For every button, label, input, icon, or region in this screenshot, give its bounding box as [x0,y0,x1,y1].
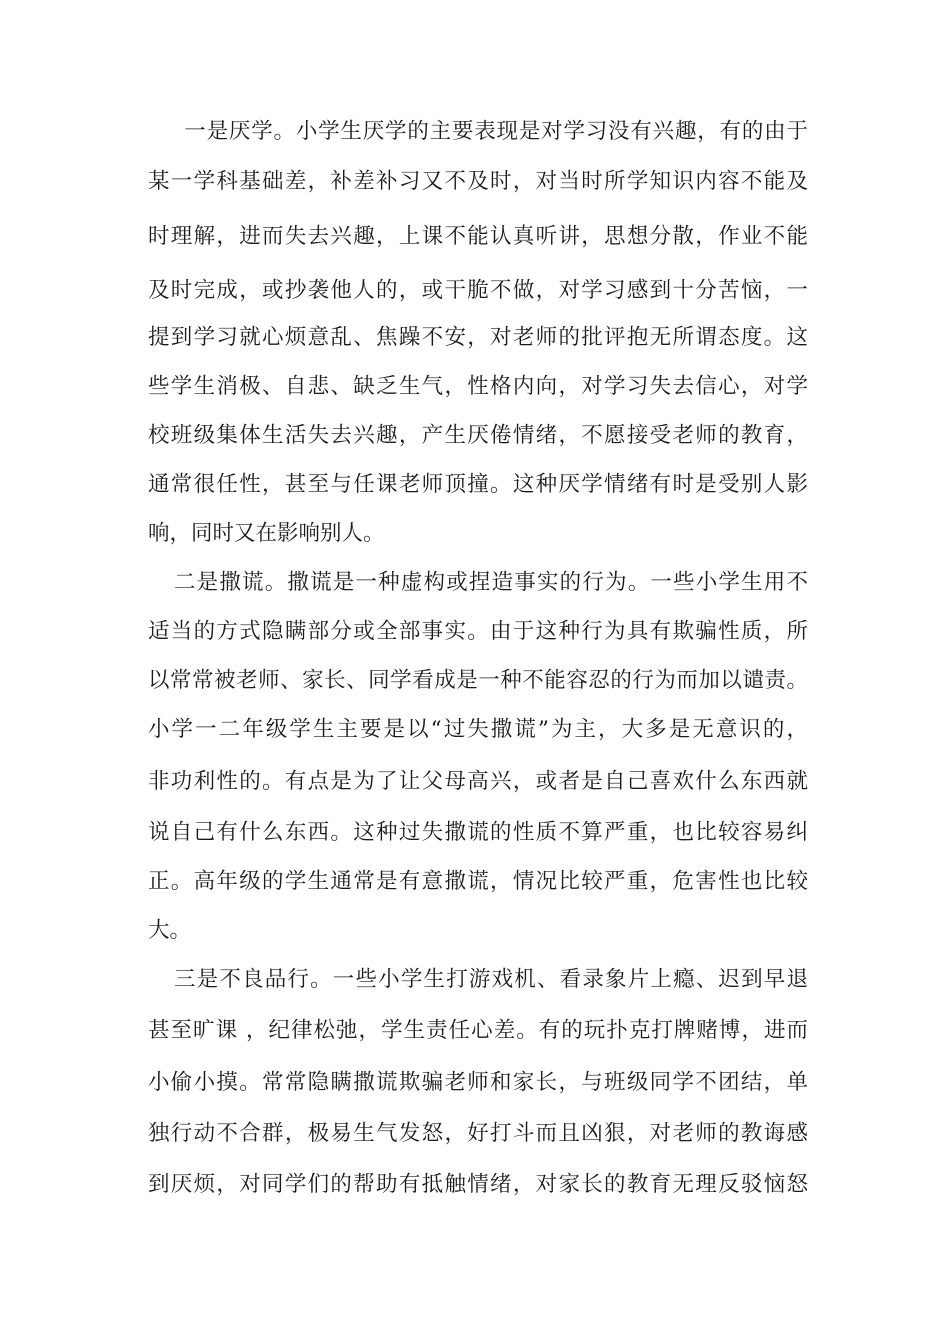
paragraph-1-line-9: 响，同时又在影响别人。 [148,521,385,546]
paragraph-2-line-2: 适当的方式隐瞒部分或全部事实。由于这种行为具有欺骗性质，所 [148,619,808,644]
paragraph-1-line-6: 些学生消极、自悲、缺乏生气，性格内向，对学习失去信心，对学 [148,374,808,399]
paragraph-2-line-3: 以常常被老师、家长、同学看成是一种不能容忍的行为而加以谴责。 [148,668,808,693]
paragraph-2-line-8: 大。 [148,918,192,943]
paragraph-2-line-5: 非功利性的。有点是为了让父母高兴，或者是自己喜欢什么东西就 [148,769,808,794]
paragraph-2-line-4: 小学一二年级学生主要是以“过失撒谎”为主，大多是无意识的， [148,717,808,742]
paragraph-1-line-3: 时理解，进而失去兴趣，上课不能认真听讲，思想分散，作业不能 [148,224,808,249]
paragraph-3-line-1: 三是不良品行。一些小学生打游戏机、看录象片上瘾、迟到早退 [174,967,808,992]
paragraph-2-line-6: 说自己有什么东西。这种过失撒谎的性质不算严重，也比较容易纠 [148,820,808,845]
paragraph-1-line-7: 校班级集体生活失去兴趣，产生厌倦情绪，不愿接受老师的教育， [148,423,808,448]
paragraph-1-line-8: 通常很任性，甚至与任课老师顶撞。这种厌学情绪有时是受别人影 [148,472,808,497]
paragraph-2-line-1: 二是撒谎。撒谎是一种虚构或捏造事实的行为。一些小学生用不 [174,570,808,595]
paragraph-3-line-4: 独行动不合群，极易生气发怒，好打斗而且凶狠，对老师的教诲感 [148,1121,808,1146]
paragraph-1-line-2: 某一学科基础差，补差补习又不及时，对当时所学知识内容不能及 [148,169,808,194]
paragraph-2-line-7: 正。高年级的学生通常是有意撒谎，情况比较严重，危害性也比较 [148,869,808,894]
paragraph-3-line-3: 小偷小摸。常常隐瞒撒谎欺骗老师和家长，与班级同学不团结，单 [148,1070,808,1095]
paragraph-1-line-5: 提到学习就心烦意乱、焦躁不安，对老师的批评抱无所谓态度。这 [148,325,808,350]
paragraph-1-line-1: 一是厌学。小学生厌学的主要表现是对学习没有兴趣，有的由于 [162,119,808,144]
paragraph-1-line-4: 及时完成，或抄袭他人的，或干脆不做，对学习感到十分苦恼，一 [148,278,808,303]
paragraph-3-line-2: 甚至旷课 ，纪律松弛，学生责任心差。有的玩扑克打牌赌博，进而 [148,1018,808,1043]
paragraph-3-line-5: 到厌烦，对同学们的帮助有抵触情绪，对家长的教育无理反驳恼怒 [148,1172,808,1197]
